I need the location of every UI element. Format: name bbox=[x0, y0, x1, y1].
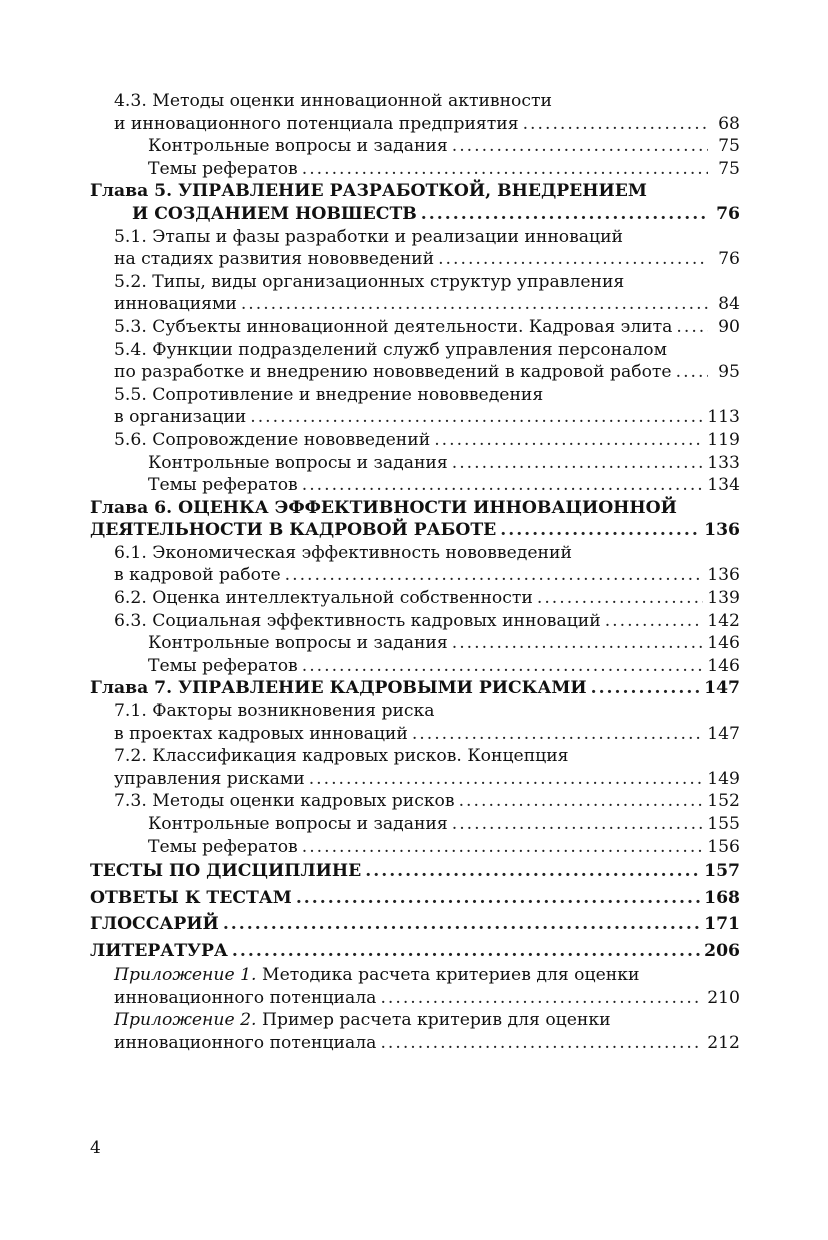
toc-entry bbox=[90, 813, 740, 836]
dot-leader bbox=[241, 293, 708, 316]
toc-entry-title bbox=[114, 316, 672, 339]
toc-entry-text: в организации bbox=[114, 407, 247, 428]
toc-entry bbox=[90, 497, 740, 520]
toc-entry bbox=[90, 745, 740, 768]
toc-entry-text: Контрольные вопросы и задания bbox=[148, 136, 448, 157]
toc-page-number: 206 bbox=[704, 940, 740, 961]
toc-page-number: 90 bbox=[718, 316, 740, 337]
toc-entry-text: Контрольные вопросы и задания bbox=[148, 633, 448, 654]
table-of-contents bbox=[90, 90, 740, 1055]
toc-entry bbox=[90, 655, 740, 678]
dot-leader bbox=[302, 158, 708, 181]
dot-leader bbox=[232, 938, 700, 965]
toc-entry bbox=[90, 768, 740, 791]
dot-leader bbox=[296, 885, 700, 912]
toc-entry bbox=[90, 271, 740, 294]
toc-entry-text: 5.5. Сопротивление и внедрение нововведения bbox=[114, 384, 544, 405]
toc-entry-title bbox=[114, 610, 601, 633]
toc-entry bbox=[90, 1032, 740, 1055]
toc-entry bbox=[90, 452, 740, 475]
toc-entry-text: инновационного потенциала bbox=[114, 1032, 377, 1053]
toc-entry-title bbox=[114, 339, 667, 362]
page-number: 4 bbox=[90, 1138, 101, 1158]
toc-entry bbox=[90, 987, 740, 1010]
toc-page-number: 156 bbox=[707, 836, 740, 857]
toc-entry-title bbox=[114, 361, 672, 384]
toc-entry-text: 5.4. Функции подразделений служб управления персоналом bbox=[114, 339, 667, 360]
toc-entry-title bbox=[114, 700, 435, 723]
toc-entry-title bbox=[114, 271, 624, 294]
toc-entry bbox=[90, 542, 740, 565]
toc-page-number: 171 bbox=[704, 914, 740, 935]
toc-entry-text: управления рисками bbox=[114, 768, 305, 789]
toc-page-number: 146 bbox=[707, 655, 740, 676]
toc-page-number: 152 bbox=[707, 791, 740, 812]
toc-entry-text: 5.3. Субъекты инновационной деятельности. Кадровая элита bbox=[114, 316, 673, 337]
toc-entry-title bbox=[148, 452, 448, 475]
toc-entry-text: Темы рефератов bbox=[148, 836, 298, 857]
toc-entry-title bbox=[90, 938, 228, 965]
toc-entry-title bbox=[148, 158, 298, 181]
toc-entry bbox=[90, 113, 740, 136]
dot-leader bbox=[412, 723, 703, 746]
toc-entry bbox=[90, 361, 740, 384]
toc-entry-text: Темы рефератов bbox=[148, 655, 298, 676]
toc-entry-title bbox=[148, 135, 448, 158]
toc-entry-text: 5.6. Сопровождение нововведений bbox=[114, 429, 431, 450]
toc-page-number: 139 bbox=[707, 588, 740, 609]
toc-entry bbox=[90, 158, 740, 181]
toc-entry bbox=[90, 723, 740, 746]
toc-entry bbox=[90, 316, 740, 339]
toc-entry-text: Контрольные вопросы и задания bbox=[148, 814, 448, 834]
toc-entry-text: И СОЗДАНИЕМ НОВШЕСТВ bbox=[132, 203, 417, 224]
toc-entry-title bbox=[114, 587, 533, 610]
toc-page-number: 157 bbox=[704, 861, 740, 882]
toc-page-number: 212 bbox=[707, 1032, 740, 1053]
dot-leader bbox=[500, 519, 700, 542]
toc-page-number: 136 bbox=[707, 565, 740, 586]
toc-entry-title bbox=[114, 790, 455, 813]
toc-entry bbox=[90, 564, 740, 587]
dot-leader bbox=[452, 813, 703, 836]
toc-entry bbox=[90, 406, 740, 429]
toc-entry-text: в кадровой работе bbox=[114, 565, 281, 586]
toc-entry bbox=[90, 938, 740, 965]
toc-entry-text: ЛИТЕРАТУРА bbox=[90, 940, 228, 961]
toc-entry bbox=[90, 180, 740, 203]
toc-entry bbox=[90, 429, 740, 452]
toc-entry-text: в проектах кадровых инноваций bbox=[114, 723, 408, 744]
toc-page-number: 134 bbox=[707, 475, 740, 496]
toc-entry-title bbox=[132, 203, 417, 226]
dot-leader bbox=[302, 836, 703, 859]
toc-page-number: 75 bbox=[718, 136, 740, 157]
toc-entry-title bbox=[114, 384, 543, 407]
toc-entry-text: Методика расчета критериев для оценки bbox=[261, 965, 640, 986]
toc-page-number: 75 bbox=[718, 158, 740, 179]
toc-entry bbox=[90, 226, 740, 249]
toc-entry bbox=[90, 790, 740, 813]
toc-entry-title bbox=[148, 655, 298, 678]
toc-entry-text: ТЕСТЫ ПО ДИСЦИПЛИНЕ bbox=[90, 861, 362, 882]
dot-leader bbox=[250, 406, 703, 429]
toc-entry-title bbox=[90, 677, 587, 700]
toc-entry-text: 5.1. Этапы и фазы разработки и реализации инноваций bbox=[114, 226, 624, 247]
toc-entry bbox=[90, 248, 740, 271]
toc-entry-text: 7.1. Факторы возникновения риска bbox=[114, 701, 435, 722]
toc-page-number: 68 bbox=[718, 113, 740, 134]
toc-page-number: 84 bbox=[718, 294, 740, 315]
toc-entry-text: ОТВЕТЫ К ТЕСТАМ bbox=[90, 887, 292, 908]
dot-leader bbox=[309, 768, 703, 791]
toc-entry-text: 6.3. Социальная эффективность кадровых инноваций bbox=[114, 610, 601, 631]
toc-entry-title bbox=[114, 226, 623, 249]
toc-entry-text: 7.2. Классификация кадровых рисков. Концепция bbox=[114, 746, 569, 767]
toc-entry bbox=[90, 135, 740, 158]
dot-leader bbox=[380, 987, 703, 1010]
dot-leader bbox=[452, 632, 703, 655]
toc-entry-title bbox=[90, 858, 361, 885]
toc-page-number: 168 bbox=[704, 887, 740, 908]
toc-page-number: 133 bbox=[707, 452, 740, 473]
toc-entry-text: Темы рефератов bbox=[148, 158, 298, 179]
dot-leader bbox=[434, 429, 703, 452]
toc-page-number: 210 bbox=[707, 987, 740, 1008]
toc-entry-text: Глава 7. УПРАВЛЕНИЕ КАДРОВЫМИ РИСКАМИ bbox=[90, 678, 587, 699]
toc-page-number: 76 bbox=[718, 249, 740, 270]
dot-leader bbox=[523, 113, 708, 136]
dot-leader bbox=[380, 1032, 703, 1055]
toc-entry bbox=[90, 519, 740, 542]
toc-page-number: 113 bbox=[707, 407, 740, 428]
toc-entry-text: инновациями bbox=[114, 294, 237, 315]
toc-entry-title bbox=[114, 90, 552, 113]
dot-leader bbox=[676, 316, 708, 339]
toc-entry-title bbox=[148, 836, 298, 859]
toc-entry bbox=[90, 339, 740, 362]
toc-page-number: 76 bbox=[716, 203, 740, 224]
toc-entry-text: ДЕЯТЕЛЬНОСТИ В КАДРОВОЙ РАБОТЕ bbox=[90, 520, 497, 541]
toc-entry-title bbox=[148, 474, 298, 497]
toc-entry-title bbox=[114, 723, 408, 746]
dot-leader bbox=[302, 655, 703, 678]
toc-entry bbox=[90, 700, 740, 723]
dot-leader bbox=[223, 911, 700, 938]
toc-entry-text: 5.2. Типы, виды организационных структур управления bbox=[114, 271, 625, 292]
toc-entry-text: Глава 6. ОЦЕНКА ЭФФЕКТИВНОСТИ ИННОВАЦИОННОЙ bbox=[90, 497, 677, 518]
toc-entry-title bbox=[90, 885, 292, 912]
toc-entry bbox=[90, 885, 740, 912]
toc-entry-title bbox=[90, 497, 677, 520]
toc-entry-text: по разработке и внедрению нововведений в кадровой работе bbox=[114, 362, 672, 383]
toc-entry-title bbox=[114, 429, 430, 452]
toc-entry-title bbox=[90, 519, 496, 542]
toc-entry bbox=[90, 1009, 740, 1032]
toc-entry-title bbox=[114, 1009, 611, 1032]
dot-leader bbox=[285, 564, 704, 587]
dot-leader bbox=[365, 858, 700, 885]
toc-entry-text: 7.3. Методы оценки кадровых рисков bbox=[114, 791, 455, 812]
toc-entry-title bbox=[114, 564, 281, 587]
toc-entry-text: Темы рефератов bbox=[148, 475, 298, 496]
toc-page-number: 147 bbox=[707, 723, 740, 744]
toc-entry-text: инновационного потенциала bbox=[114, 987, 377, 1008]
toc-entry bbox=[90, 587, 740, 610]
toc-entry-title bbox=[114, 542, 572, 565]
toc-page-number: 147 bbox=[704, 678, 740, 699]
toc-entry-text: на стадиях развития нововведений bbox=[114, 249, 435, 270]
toc-page-number: 146 bbox=[707, 633, 740, 654]
dot-leader bbox=[452, 452, 703, 475]
toc-entry-title bbox=[90, 911, 219, 938]
toc-entry bbox=[90, 474, 740, 497]
toc-entry bbox=[90, 677, 740, 700]
toc-entry-title bbox=[114, 745, 569, 768]
toc-entry-title bbox=[114, 113, 519, 136]
toc-entry bbox=[90, 911, 740, 938]
dot-leader bbox=[676, 361, 708, 384]
toc-entry-text: Пример расчета критерив для оценки bbox=[261, 1010, 611, 1031]
toc-entry bbox=[90, 610, 740, 633]
dot-leader bbox=[605, 610, 704, 633]
toc-entry-title bbox=[114, 248, 434, 271]
dot-leader bbox=[591, 677, 701, 700]
toc-entry-title bbox=[148, 813, 448, 836]
toc-entry bbox=[90, 90, 740, 113]
toc-entry-text: Глава 5. УПРАВЛЕНИЕ РАЗРАБОТКОЙ, ВНЕДРЕНИЕМ bbox=[90, 181, 647, 202]
toc-page-number: 136 bbox=[704, 520, 740, 541]
toc-entry-text: 6.2. Оценка интеллектуальной собственности bbox=[114, 588, 533, 609]
toc-entry-title bbox=[114, 964, 639, 987]
toc-entry-title bbox=[114, 987, 376, 1010]
toc-entry bbox=[90, 858, 740, 885]
dot-leader bbox=[421, 203, 708, 226]
toc-entry-title bbox=[148, 632, 448, 655]
toc-entry bbox=[90, 632, 740, 655]
appendix-label: Приложение 1. bbox=[114, 965, 257, 986]
toc-entry-title bbox=[114, 293, 237, 316]
dot-leader bbox=[438, 248, 708, 271]
toc-entry-text: ГЛОССАРИЙ bbox=[90, 914, 219, 935]
toc-page-number: 142 bbox=[707, 610, 740, 631]
toc-page-number: 149 bbox=[707, 768, 740, 789]
toc-entry-text: и инновационного потенциала предприятия bbox=[114, 113, 519, 134]
dot-leader bbox=[452, 135, 708, 158]
toc-page-number: 95 bbox=[718, 362, 740, 383]
toc-entry-text: 6.1. Экономическая эффективность нововведений bbox=[114, 542, 572, 563]
toc-entry-text: Контрольные вопросы и задания bbox=[148, 452, 448, 473]
toc-entry bbox=[90, 203, 740, 226]
toc-entry bbox=[90, 964, 740, 987]
toc-entry-title bbox=[90, 180, 647, 203]
dot-leader bbox=[459, 790, 704, 813]
toc-entry bbox=[90, 293, 740, 316]
appendix-label: Приложение 2. bbox=[114, 1010, 257, 1031]
toc-entry bbox=[90, 384, 740, 407]
toc-entry-text: 4.3. Методы оценки инновационной активности bbox=[114, 91, 552, 111]
dot-leader bbox=[537, 587, 703, 610]
toc-entry bbox=[90, 836, 740, 859]
toc-page-number: 155 bbox=[707, 814, 740, 834]
toc-entry-title bbox=[114, 406, 246, 429]
toc-page-number: 119 bbox=[707, 429, 740, 450]
dot-leader bbox=[302, 474, 703, 497]
toc-entry-title bbox=[114, 768, 305, 791]
toc-entry-title bbox=[114, 1032, 376, 1055]
